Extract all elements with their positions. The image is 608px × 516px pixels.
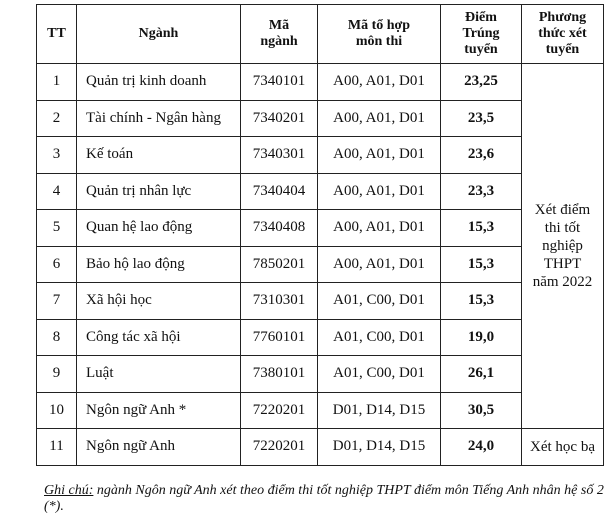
cell-score: 26,1 — [441, 356, 522, 393]
header-ma-nganh — [241, 5, 318, 64]
cell-name: Kế toán — [77, 137, 241, 174]
cell-name: Công tác xã hội — [77, 319, 241, 356]
cell-tt: 8 — [37, 319, 77, 356]
header-to-hop-line: Mã tổ hợp — [347, 18, 411, 33]
cell-score: 23,6 — [441, 137, 522, 174]
cell-tt: 9 — [37, 356, 77, 393]
cell-score: 15,3 — [441, 210, 522, 247]
cell-code: 7340201 — [241, 100, 318, 137]
header-phuong-thuc-line: Phương — [538, 10, 587, 25]
table-row — [37, 173, 604, 210]
cell-name: Ngôn ngữ Anh * — [77, 392, 241, 429]
table-row — [37, 246, 604, 283]
cell-code: 7850201 — [241, 246, 318, 283]
cell-tt: 10 — [37, 392, 77, 429]
header-nganh: Ngành — [77, 5, 241, 64]
cell-tt: 5 — [37, 210, 77, 247]
cell-combo: D01, D14, D15 — [318, 429, 441, 466]
cell-name: Bảo hộ lao động — [77, 246, 241, 283]
header-phuong-thuc — [522, 5, 604, 64]
cell-score: 19,0 — [441, 319, 522, 356]
cell-combo: A00, A01, D01 — [318, 137, 441, 174]
cell-tt: 4 — [37, 173, 77, 210]
cell-combo: A00, A01, D01 — [318, 210, 441, 247]
header-to-hop-line: môn thi — [355, 34, 403, 49]
cell-code: 7760101 — [241, 319, 318, 356]
footnote — [44, 483, 604, 515]
cell-tt: 1 — [37, 64, 77, 101]
table-row — [37, 283, 604, 320]
cell-method-last: Xét học bạ — [522, 429, 604, 466]
cell-name: Quản trị nhân lực — [77, 173, 241, 210]
table-row — [37, 319, 604, 356]
cell-combo: A00, A01, D01 — [318, 64, 441, 101]
method-line: THPT — [543, 256, 582, 272]
table-row — [37, 137, 604, 174]
header-ma-nganh-line: Mã — [268, 18, 290, 33]
table-row — [37, 210, 604, 247]
header-tt: TT — [37, 5, 77, 64]
cell-tt: 6 — [37, 246, 77, 283]
cell-tt: 2 — [37, 100, 77, 137]
cell-tt: 7 — [37, 283, 77, 320]
cell-score: 23,25 — [441, 64, 522, 101]
cell-tt: 11 — [37, 429, 77, 466]
cell-name: Ngôn ngữ Anh — [77, 429, 241, 466]
header-diem-line: Điểm — [465, 10, 497, 25]
cell-code: 7340301 — [241, 137, 318, 174]
cell-combo: A01, C00, D01 — [318, 319, 441, 356]
cell-combo: A00, A01, D01 — [318, 246, 441, 283]
cell-code: 7340101 — [241, 64, 318, 101]
footnote-text: ngành Ngôn ngữ Anh xét theo điểm thi tốt nghiệp THPT điểm môn Tiếng Anh nhân hệ số 2 (*). — [44, 483, 604, 514]
cell-combo: A01, C00, D01 — [318, 283, 441, 320]
cell-code: 7380101 — [241, 356, 318, 393]
cell-score: 23,3 — [441, 173, 522, 210]
footnote-label: Ghi chú: — [44, 483, 94, 498]
cell-score: 23,5 — [441, 100, 522, 137]
header-diem-line: Trúng — [462, 26, 500, 41]
cell-name: Luật — [77, 356, 241, 393]
cell-name: Quan hệ lao động — [77, 210, 241, 247]
cell-method-merged — [522, 64, 604, 429]
cell-combo: A00, A01, D01 — [318, 100, 441, 137]
table-row — [37, 429, 604, 466]
table-row — [37, 100, 604, 137]
cell-tt: 3 — [37, 137, 77, 174]
cell-code: 7310301 — [241, 283, 318, 320]
header-ma-nganh-line: ngành — [260, 34, 298, 49]
method-line: Xét điểm — [534, 202, 591, 218]
table-row — [37, 392, 604, 429]
cell-score: 15,3 — [441, 246, 522, 283]
cell-score: 30,5 — [441, 392, 522, 429]
cell-combo: D01, D14, D15 — [318, 392, 441, 429]
header-diem — [441, 5, 522, 64]
cell-code: 7220201 — [241, 429, 318, 466]
header-to-hop — [318, 5, 441, 64]
cell-code: 7340404 — [241, 173, 318, 210]
cell-name: Xã hội học — [77, 283, 241, 320]
header-row — [37, 5, 604, 64]
cell-score: 15,3 — [441, 283, 522, 320]
table-row — [37, 356, 604, 393]
cell-combo: A01, C00, D01 — [318, 356, 441, 393]
cell-code: 7340408 — [241, 210, 318, 247]
method-line: nghiệp — [542, 238, 583, 254]
header-diem-line: tuyển — [464, 42, 498, 57]
cell-code: 7220201 — [241, 392, 318, 429]
admission-scores-table — [36, 4, 604, 466]
cell-name: Quản trị kinh doanh — [77, 64, 241, 101]
table-row — [37, 64, 604, 101]
cell-score: 24,0 — [441, 429, 522, 466]
cell-combo: A00, A01, D01 — [318, 173, 441, 210]
header-phuong-thuc-line: tuyển — [545, 42, 580, 57]
header-phuong-thuc-line: thức xét — [538, 26, 587, 41]
method-line: năm 2022 — [532, 274, 593, 290]
method-line: thi tốt — [544, 220, 581, 236]
cell-name: Tài chính - Ngân hàng — [77, 100, 241, 137]
